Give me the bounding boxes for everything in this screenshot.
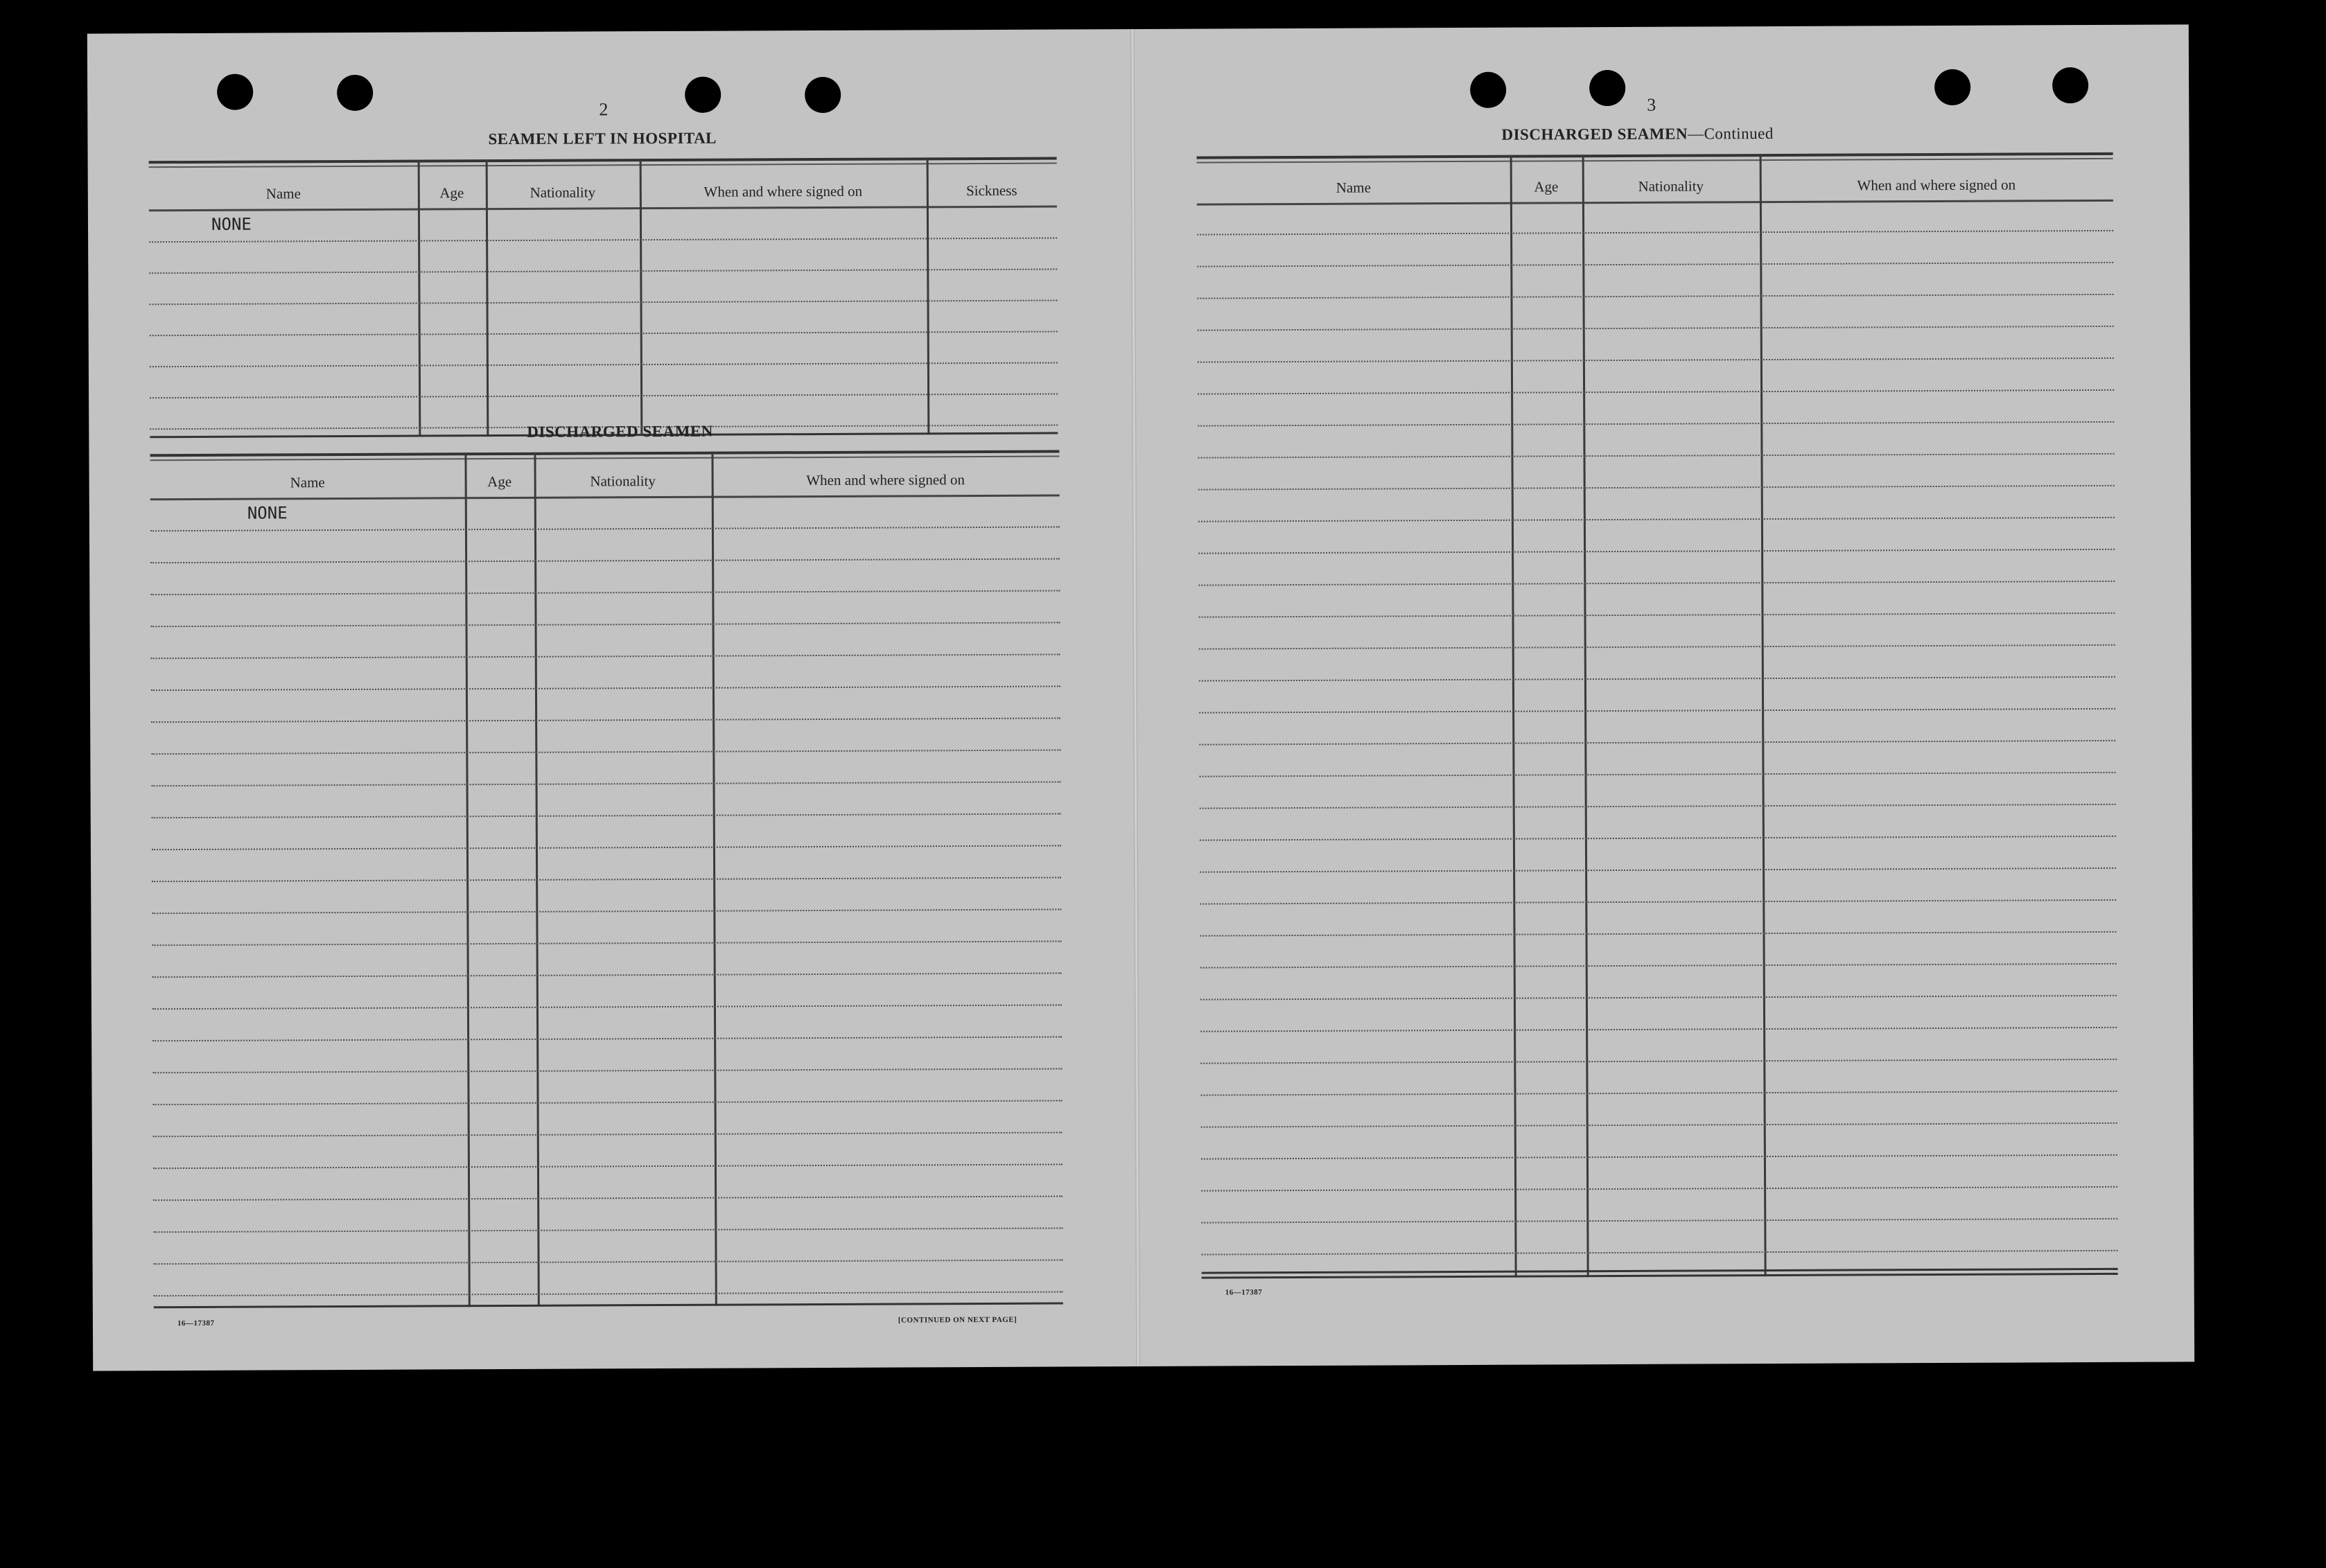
table-top-rule bbox=[149, 163, 1057, 168]
entry-row-line bbox=[1199, 676, 2115, 682]
entry-row-line bbox=[149, 238, 1057, 243]
entry-row-line bbox=[1201, 1122, 2117, 1128]
entry-row-line bbox=[154, 1259, 1063, 1265]
column-divider bbox=[1582, 155, 1589, 1277]
entry-row-line bbox=[1198, 421, 2114, 427]
entry-row-line bbox=[1200, 804, 2116, 809]
column-header-sickness: Sickness bbox=[966, 182, 1017, 200]
column-header-age: Age bbox=[1534, 178, 1559, 195]
hospital-section-title: SEAMEN LEFT IN HOSPITAL bbox=[488, 129, 717, 148]
column-header-age: Age bbox=[487, 473, 512, 491]
page-number-left: 2 bbox=[599, 99, 609, 120]
name-entry: NONE bbox=[247, 503, 288, 523]
discharged-continued-title bbox=[1501, 125, 1774, 144]
entry-row-line bbox=[151, 718, 1060, 723]
entry-row-line bbox=[151, 654, 1060, 660]
entry-row-line bbox=[152, 845, 1061, 851]
entry-row-line bbox=[152, 941, 1062, 946]
document-paper bbox=[87, 24, 2194, 1371]
entry-row-line bbox=[1198, 358, 2114, 363]
entry-row-line bbox=[154, 1291, 1063, 1296]
entry-row-line bbox=[151, 686, 1060, 691]
entry-row-line bbox=[1201, 1154, 2117, 1160]
entry-row-line bbox=[149, 269, 1057, 274]
entry-row-line bbox=[150, 590, 1060, 596]
entry-row-line bbox=[151, 750, 1060, 755]
column-header-signed-on: When and where signed on bbox=[703, 182, 863, 200]
title-suffix: —Continued bbox=[1687, 125, 1774, 143]
continued-note: [CONTINUED ON NEXT PAGE] bbox=[898, 1315, 1017, 1325]
table-top-rule bbox=[1197, 158, 2113, 164]
column-divider bbox=[1510, 155, 1517, 1278]
discharged-continued-table bbox=[1197, 152, 2118, 1279]
entry-row-line bbox=[1200, 1059, 2117, 1064]
entry-row-line bbox=[153, 1132, 1063, 1138]
entry-row-line bbox=[1199, 772, 2115, 777]
entry-row-line bbox=[151, 622, 1060, 628]
entry-row-line bbox=[1198, 613, 2115, 618]
entry-row-line bbox=[152, 1037, 1062, 1042]
entry-row-line bbox=[152, 909, 1061, 915]
table-bottom-rule bbox=[154, 1302, 1063, 1308]
punch-hole bbox=[1589, 70, 1625, 106]
entry-row-line bbox=[1200, 1091, 2117, 1096]
entry-row-line bbox=[1200, 899, 2116, 905]
entry-row-line bbox=[150, 362, 1058, 368]
column-header-nationality: Nationality bbox=[1638, 177, 1704, 195]
punch-hole bbox=[337, 75, 373, 111]
column-header-age: Age bbox=[439, 184, 464, 202]
column-header-name: Name bbox=[290, 474, 325, 491]
entry-row-line bbox=[1199, 708, 2115, 714]
punch-hole bbox=[805, 77, 841, 113]
name-entry: NONE bbox=[211, 214, 252, 234]
discharged-section-title: DISCHARGED SEAMEN bbox=[527, 422, 713, 441]
entry-row-line bbox=[1201, 1186, 2117, 1192]
hospital-table bbox=[149, 157, 1058, 439]
entry-row-line bbox=[153, 1163, 1063, 1169]
entry-row-line bbox=[150, 527, 1060, 532]
punch-hole bbox=[1934, 69, 1970, 105]
column-header-nationality: Nationality bbox=[530, 184, 596, 201]
entry-row-line bbox=[1200, 931, 2116, 937]
punch-hole bbox=[1470, 72, 1506, 108]
entry-row-line bbox=[150, 394, 1058, 399]
column-header-name: Name bbox=[265, 185, 301, 202]
entry-row-line bbox=[1198, 453, 2114, 459]
entry-row-line bbox=[152, 813, 1061, 819]
title-main: DISCHARGED SEAMEN bbox=[1501, 125, 1688, 143]
header-rule bbox=[149, 206, 1057, 212]
page-number-right: 3 bbox=[1647, 94, 1656, 115]
entry-row-line bbox=[152, 877, 1061, 883]
punch-hole bbox=[2052, 67, 2088, 103]
entry-row-line bbox=[1200, 1027, 2117, 1032]
entry-row-line bbox=[152, 1068, 1062, 1074]
entry-row-line bbox=[153, 1100, 1063, 1106]
entry-row-line bbox=[1199, 644, 2115, 650]
entry-row-line bbox=[1198, 517, 2115, 522]
entry-row-line bbox=[1199, 740, 2115, 746]
entry-row-line bbox=[150, 300, 1058, 306]
entry-row-line bbox=[152, 782, 1061, 787]
table-top-rule bbox=[150, 456, 1059, 461]
entry-row-line bbox=[1197, 262, 2113, 267]
entry-row-line bbox=[1197, 294, 2113, 299]
punch-hole bbox=[217, 74, 253, 110]
entry-row-line bbox=[1198, 326, 2114, 331]
punch-hole bbox=[685, 77, 721, 113]
column-divider bbox=[1760, 154, 1767, 1276]
entry-row-line bbox=[152, 1005, 1062, 1010]
form-number-left: 16—17387 bbox=[177, 1319, 215, 1328]
form-number-right: 16—17387 bbox=[1225, 1288, 1263, 1297]
entry-row-line bbox=[152, 973, 1062, 978]
center-fold bbox=[1130, 29, 1140, 1366]
header-rule bbox=[150, 495, 1060, 501]
entry-row-line bbox=[1200, 836, 2116, 841]
table-bottom-rule bbox=[1202, 1273, 2118, 1279]
header-rule bbox=[1197, 200, 2113, 206]
entry-row-line bbox=[1198, 389, 2114, 395]
entry-row-line bbox=[1202, 1250, 2118, 1256]
column-header-name: Name bbox=[1336, 179, 1371, 196]
entry-row-line bbox=[1198, 549, 2115, 554]
entry-row-line bbox=[150, 558, 1060, 564]
entry-row-line bbox=[153, 1195, 1063, 1201]
column-header-signed-on: When and where signed on bbox=[806, 471, 965, 489]
entry-row-line bbox=[1201, 1218, 2117, 1224]
entry-row-line bbox=[1198, 581, 2115, 586]
entry-row-line bbox=[1200, 867, 2116, 873]
entry-row-line bbox=[1200, 995, 2117, 1001]
discharged-table bbox=[150, 450, 1063, 1309]
column-header-nationality: Nationality bbox=[590, 473, 656, 490]
entry-row-line bbox=[153, 1227, 1063, 1233]
entry-row-line bbox=[1198, 485, 2115, 491]
column-header-signed-on: When and where signed on bbox=[1857, 176, 2016, 194]
entry-row-line bbox=[1197, 230, 2113, 236]
entry-row-line bbox=[150, 331, 1058, 337]
entry-row-line bbox=[1200, 963, 2117, 969]
